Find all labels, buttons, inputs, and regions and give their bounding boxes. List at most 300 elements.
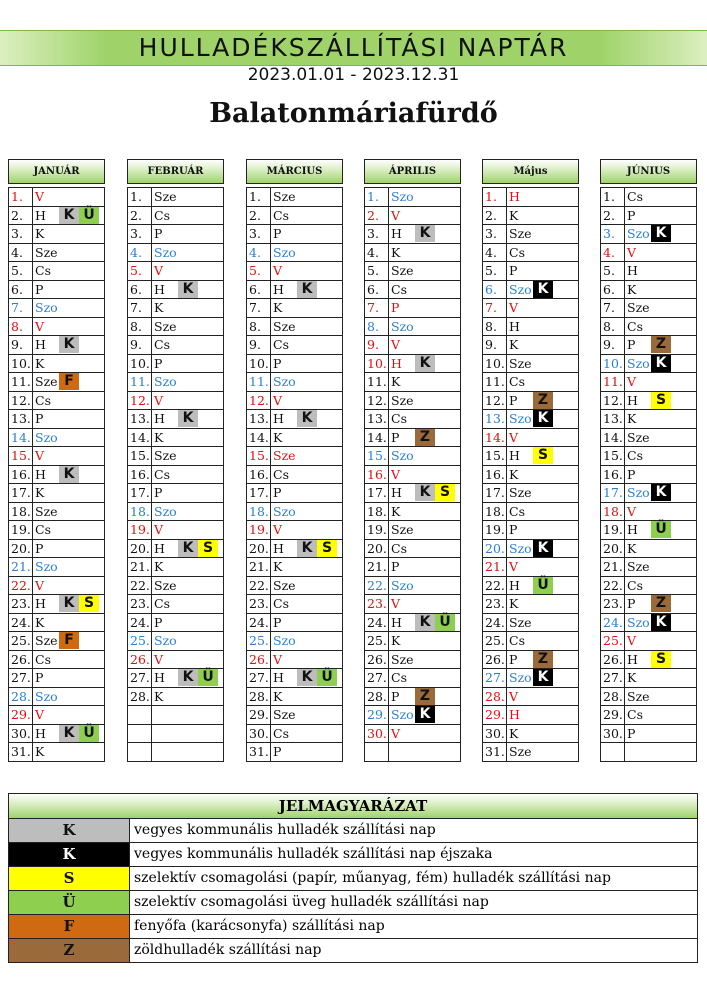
weekday-label: H — [273, 411, 284, 426]
day-number: 16. — [128, 466, 152, 484]
day-row — [247, 725, 342, 744]
day-row — [247, 743, 342, 762]
weekday — [33, 244, 104, 262]
weekday-label: P — [154, 226, 163, 241]
weekday — [33, 558, 104, 576]
day-number: 10. — [128, 355, 152, 373]
day-row — [247, 299, 342, 318]
day-number: 2. — [9, 207, 33, 225]
pickup-codes — [415, 688, 435, 705]
weekday-label: H — [627, 651, 638, 667]
day-row — [128, 595, 223, 614]
weekday-label: V — [154, 263, 164, 278]
weekday — [389, 336, 460, 354]
empty-row — [601, 743, 696, 762]
month-header: ÁPRILIS — [364, 159, 461, 184]
day-number: 21. — [9, 558, 33, 576]
weekday — [271, 669, 342, 687]
weekday-label: Sze — [627, 429, 650, 445]
day-number: 2. — [128, 207, 152, 225]
day-row — [483, 558, 578, 577]
weekday-label: V — [273, 392, 283, 408]
weekday-label: Szo — [391, 318, 414, 334]
weekday — [271, 225, 342, 243]
day-number: 17. — [483, 484, 507, 502]
day-row — [483, 318, 578, 337]
weekday-label: Szo — [35, 688, 58, 704]
day-number: 4. — [483, 244, 507, 262]
day-number: 4. — [365, 244, 389, 262]
pickup-codes — [651, 336, 671, 353]
weekday — [389, 188, 460, 206]
day-number: 23. — [9, 595, 33, 613]
weekday-label: Szo — [154, 633, 177, 648]
day-row — [9, 688, 104, 707]
day-row — [601, 207, 696, 226]
day-number: 16. — [9, 466, 33, 484]
weekday — [33, 429, 104, 447]
day-number: 24. — [601, 614, 625, 632]
day-number: 13. — [365, 410, 389, 428]
day-number: 7. — [128, 299, 152, 317]
day-row — [128, 262, 223, 281]
weekday-label: K — [391, 503, 401, 519]
weekday-label: Sze — [627, 300, 650, 315]
day-row — [601, 688, 696, 707]
weekday-label: P — [273, 744, 282, 759]
weekday — [33, 540, 104, 558]
weekday — [33, 262, 104, 280]
weekday-label: Szo — [273, 374, 296, 389]
day-row — [9, 577, 104, 596]
day-row — [9, 743, 104, 762]
pickup-codes — [59, 373, 79, 390]
day-row — [601, 429, 696, 448]
day-number: 22. — [365, 577, 389, 595]
weekday-label: Szo — [627, 614, 650, 630]
weekday-label: K — [35, 485, 45, 500]
weekday-label: P — [627, 596, 636, 611]
pickup-codes — [533, 669, 553, 686]
weekday-label: P — [509, 392, 518, 408]
weekday-label: P — [627, 725, 636, 741]
weekday-label: H — [627, 522, 638, 537]
day-row — [483, 336, 578, 355]
day-number: 7. — [365, 299, 389, 317]
day-row — [365, 392, 460, 411]
day-row — [365, 373, 460, 392]
weekday-label: Szo — [627, 485, 650, 500]
day-row — [601, 281, 696, 300]
day-number: 15. — [601, 447, 625, 465]
weekday — [507, 188, 578, 206]
weekday — [152, 207, 223, 225]
pickup-codes — [59, 595, 99, 612]
weekday-label: K — [391, 633, 401, 648]
day-row — [247, 669, 342, 688]
day-number: 15. — [483, 447, 507, 465]
weekday — [271, 484, 342, 502]
legend-row — [9, 819, 697, 843]
weekday-label: P — [391, 688, 400, 704]
day-row — [128, 429, 223, 448]
day-row — [601, 299, 696, 318]
town-name: Balatonmáriafürdő — [209, 98, 498, 129]
weekday — [507, 595, 578, 613]
weekday-label: Szo — [35, 429, 58, 445]
weekday-label: P — [35, 540, 44, 556]
weekday — [152, 669, 223, 687]
day-row — [483, 743, 578, 762]
weekday — [33, 466, 104, 484]
pickup-code-S: S — [651, 392, 671, 409]
weekday — [389, 392, 460, 410]
month-days — [364, 187, 461, 762]
day-row — [365, 447, 460, 466]
weekday — [271, 577, 342, 595]
day-row — [128, 577, 223, 596]
weekday — [271, 410, 342, 428]
day-number: 16. — [247, 466, 271, 484]
weekday-label: V — [154, 651, 164, 667]
day-row — [9, 669, 104, 688]
weekday — [152, 318, 223, 336]
day-row — [128, 281, 223, 300]
day-number: 12. — [601, 392, 625, 410]
weekday — [625, 225, 696, 243]
weekday-label: Cs — [509, 633, 525, 648]
weekday — [507, 336, 578, 354]
empty-row — [128, 725, 223, 744]
weekday-label: Sze — [35, 633, 58, 648]
day-number: 18. — [365, 503, 389, 521]
weekday-label: H — [35, 466, 46, 482]
day-number: 7. — [483, 299, 507, 317]
day-number: 8. — [483, 318, 507, 336]
weekday — [152, 281, 223, 299]
day-number: 17. — [601, 484, 625, 502]
weekday-label: V — [509, 300, 519, 315]
weekday — [152, 262, 223, 280]
weekday — [33, 188, 104, 206]
day-number: 1. — [601, 188, 625, 206]
weekday-label: Szo — [509, 281, 532, 297]
day-number: 4. — [9, 244, 33, 262]
weekday-label: P — [273, 226, 282, 241]
weekday — [625, 706, 696, 724]
weekday-label: H — [35, 337, 46, 352]
day-number: 3. — [601, 225, 625, 243]
empty-cell — [152, 706, 223, 724]
day-row — [247, 614, 342, 633]
weekday-label: Cs — [154, 596, 170, 611]
day-row — [601, 392, 696, 411]
weekday — [389, 632, 460, 650]
month-column — [364, 159, 461, 762]
weekday-label: Sze — [391, 522, 414, 537]
weekday — [389, 262, 460, 280]
weekday — [271, 299, 342, 317]
day-row — [128, 373, 223, 392]
day-number: 13. — [128, 410, 152, 428]
weekday — [152, 429, 223, 447]
weekday-label: K — [627, 670, 637, 685]
weekday — [625, 521, 696, 539]
weekday — [389, 429, 460, 447]
weekday-label: Cs — [35, 263, 51, 278]
day-row — [365, 577, 460, 596]
pickup-code-Z: Z — [415, 688, 435, 705]
weekday — [625, 373, 696, 391]
weekday — [271, 244, 342, 262]
weekday — [33, 651, 104, 669]
day-number: 14. — [128, 429, 152, 447]
weekday-label: Sze — [154, 577, 177, 593]
day-number: 5. — [247, 262, 271, 280]
weekday — [271, 281, 342, 299]
weekday — [389, 558, 460, 576]
pickup-code-Z: Z — [415, 429, 435, 446]
weekday-label: Szo — [509, 411, 532, 426]
weekday — [389, 373, 460, 391]
weekday-label: P — [154, 614, 163, 630]
weekday-label: V — [509, 559, 519, 574]
weekday-label: Cs — [391, 540, 407, 556]
day-row — [601, 244, 696, 263]
day-row — [601, 188, 696, 207]
weekday — [507, 558, 578, 576]
pickup-codes — [297, 540, 337, 557]
day-number: 6. — [247, 281, 271, 299]
weekday-label: Cs — [509, 503, 525, 519]
weekday — [389, 244, 460, 262]
day-row — [9, 651, 104, 670]
day-number: 28. — [128, 688, 152, 706]
day-number: 23. — [483, 595, 507, 613]
date-range: 2023.01.01 - 2023.12.31 — [247, 65, 460, 85]
day-row — [9, 521, 104, 540]
day-row — [128, 503, 223, 522]
weekday-label: K — [273, 559, 283, 574]
weekday — [507, 373, 578, 391]
day-number: 3. — [247, 225, 271, 243]
day-row — [128, 447, 223, 466]
day-row — [483, 281, 578, 300]
weekday-label: H — [509, 318, 520, 334]
empty-cell — [389, 743, 460, 761]
pickup-codes — [178, 540, 218, 557]
weekday-label: H — [35, 725, 46, 741]
weekday-label: P — [627, 337, 636, 352]
pickup-code-U: Ü — [651, 521, 671, 538]
pickup-code-K: K — [59, 336, 79, 353]
weekday — [152, 632, 223, 650]
day-row — [9, 188, 104, 207]
weekday-label: Cs — [391, 281, 407, 297]
day-number: 29. — [365, 706, 389, 724]
weekday — [389, 706, 460, 724]
weekday — [625, 207, 696, 225]
day-row — [483, 484, 578, 503]
weekday-label: V — [627, 244, 637, 260]
weekday — [625, 614, 696, 632]
day-number: 14. — [483, 429, 507, 447]
weekday — [33, 355, 104, 373]
weekday-label: V — [35, 448, 45, 463]
day-number: 17. — [365, 484, 389, 502]
weekday-label: K — [154, 688, 164, 704]
month-column — [482, 159, 579, 762]
weekday-label: K — [154, 300, 164, 315]
day-row — [247, 188, 342, 207]
weekday-label: Sze — [273, 318, 296, 334]
day-number: 8. — [365, 318, 389, 336]
weekday-label: Sze — [509, 355, 532, 371]
weekday — [271, 188, 342, 206]
weekday — [33, 299, 104, 317]
weekday — [271, 447, 342, 465]
weekday-label: Szo — [509, 670, 532, 685]
day-number: 20. — [483, 540, 507, 558]
day-number: 18. — [601, 503, 625, 521]
weekday-label: V — [627, 374, 637, 389]
day-row — [483, 651, 578, 670]
weekday — [33, 225, 104, 243]
weekday-label: Cs — [154, 207, 170, 223]
day-row — [601, 503, 696, 522]
day-number: 8. — [247, 318, 271, 336]
day-number: 22. — [483, 577, 507, 595]
day-row — [247, 540, 342, 559]
day-number: 2. — [365, 207, 389, 225]
month-column — [8, 159, 105, 762]
day-row — [601, 595, 696, 614]
day-row — [601, 410, 696, 429]
day-number: 14. — [365, 429, 389, 447]
day-row — [247, 447, 342, 466]
day-row — [128, 669, 223, 688]
pickup-code-Kn: K — [533, 540, 553, 557]
day-row — [601, 484, 696, 503]
day-number: 12. — [483, 392, 507, 410]
pickup-codes — [533, 410, 553, 427]
day-row — [483, 410, 578, 429]
legend-title: JELMAGYARÁZAT — [9, 794, 697, 819]
weekday — [625, 725, 696, 743]
day-number: 20. — [247, 540, 271, 558]
day-row — [247, 355, 342, 374]
weekday-label: V — [391, 596, 401, 611]
pickup-code-Kn: K — [651, 355, 671, 372]
weekday — [625, 281, 696, 299]
weekday-label: Cs — [154, 337, 170, 352]
weekday — [389, 410, 460, 428]
day-number: 5. — [128, 262, 152, 280]
weekday — [625, 244, 696, 262]
day-row — [9, 632, 104, 651]
day-number: 24. — [365, 614, 389, 632]
weekday — [271, 706, 342, 724]
legend-code: S — [9, 867, 130, 890]
weekday — [625, 299, 696, 317]
weekday — [507, 743, 578, 761]
pickup-codes — [297, 669, 337, 686]
weekday — [389, 521, 460, 539]
legend-row — [9, 915, 697, 939]
weekday — [625, 447, 696, 465]
day-number: 4. — [247, 244, 271, 262]
day-row — [601, 355, 696, 374]
day-number: 20. — [365, 540, 389, 558]
weekday — [271, 521, 342, 539]
weekday-label: Sze — [154, 448, 177, 463]
weekday — [625, 595, 696, 613]
weekday-label: H — [154, 540, 165, 556]
legend-text: szelektív csomagolási üveg hulladék szállítási nap — [134, 894, 489, 910]
pickup-codes — [651, 225, 671, 242]
weekday — [625, 318, 696, 336]
pickup-code-K: K — [415, 225, 435, 242]
weekday-label: Cs — [509, 244, 525, 260]
day-number: 5. — [365, 262, 389, 280]
day-number: 12. — [247, 392, 271, 410]
day-number: 28. — [247, 688, 271, 706]
weekday — [507, 318, 578, 336]
weekday — [152, 558, 223, 576]
day-number: 25. — [601, 632, 625, 650]
day-row — [247, 706, 342, 725]
month-column — [246, 159, 343, 762]
day-row — [247, 336, 342, 355]
weekday-label: Szo — [391, 448, 414, 463]
weekday-label: H — [154, 411, 165, 426]
day-number: 27. — [128, 669, 152, 687]
weekday-label: K — [627, 540, 637, 556]
weekday-label: H — [391, 226, 402, 241]
weekday — [33, 281, 104, 299]
pickup-codes — [533, 577, 553, 594]
day-row — [601, 225, 696, 244]
day-number: 17. — [128, 484, 152, 502]
weekday-label: H — [273, 281, 284, 297]
month-header: JÚNIUS — [600, 159, 697, 184]
weekday-label: P — [35, 411, 44, 426]
weekday-label: Cs — [627, 707, 643, 722]
day-number: 15. — [9, 447, 33, 465]
day-number: 10. — [247, 355, 271, 373]
weekday-label: V — [627, 633, 637, 648]
day-row — [601, 318, 696, 337]
empty-row — [365, 743, 460, 762]
weekday-label: Szo — [154, 374, 177, 389]
weekday — [389, 484, 460, 502]
weekday-label: Szo — [154, 244, 177, 260]
day-row — [601, 632, 696, 651]
day-row — [483, 392, 578, 411]
day-row — [9, 466, 104, 485]
day-row — [483, 632, 578, 651]
weekday — [625, 336, 696, 354]
day-number: 27. — [9, 669, 33, 687]
weekday-label: Szo — [35, 300, 58, 315]
pickup-code-Z: Z — [533, 392, 553, 409]
weekday — [152, 614, 223, 632]
day-number: 3. — [128, 225, 152, 243]
weekday — [33, 688, 104, 706]
day-row — [483, 503, 578, 522]
day-number: 13. — [483, 410, 507, 428]
weekday-label: V — [273, 522, 283, 537]
